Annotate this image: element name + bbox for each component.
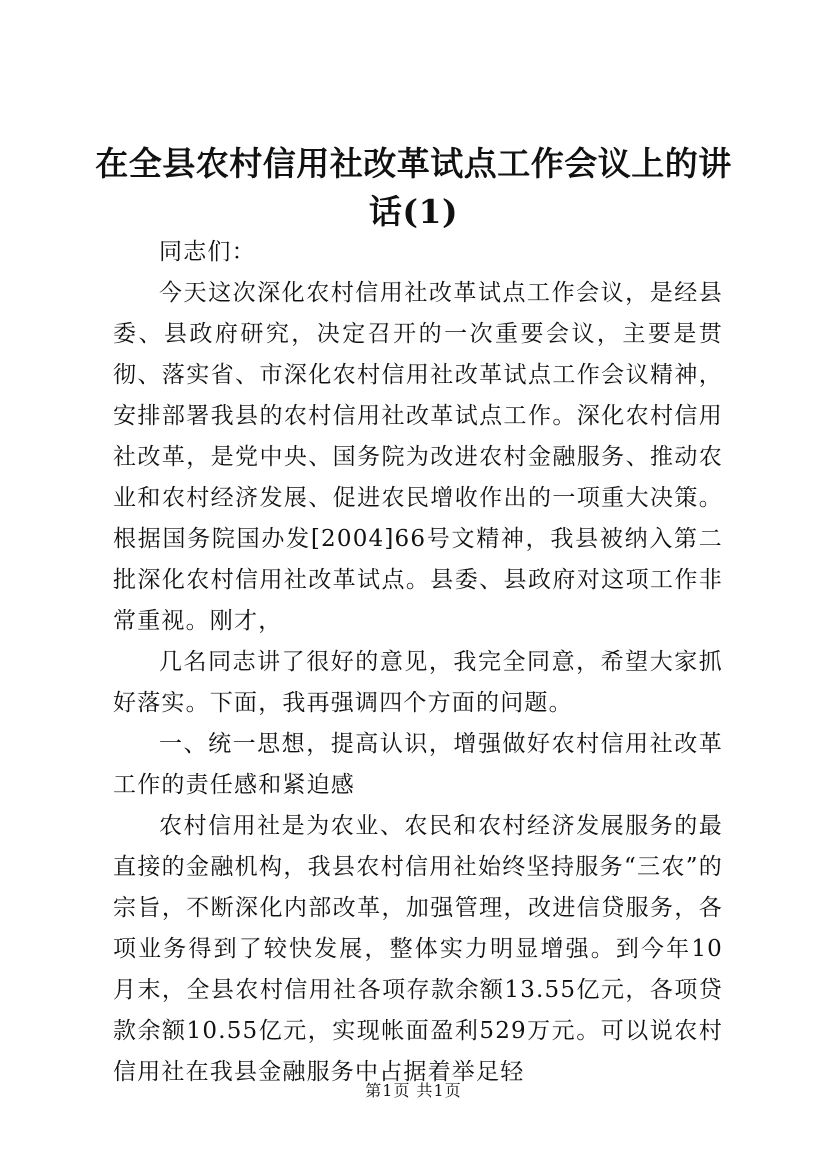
- page-number-footer: 第1页 共1页: [365, 1081, 462, 1100]
- paragraph-rural-credit: 农村信用社是为农业、农民和农村经济发展服务的最直接的金融机构，我县农村信用社始终坚持服务“三农”的宗旨，不断深化内部改革，加强管理，改进信贷服务，各项业务得到了较快发展，整体实力明显增强。到今年10月末，全县农村信用社各项存款余额13.55亿元，各项贷款余额10.55亿元，实现帐面盈利529万元。可以说农村信用社在我县金融服务中占据着举足轻: [113, 813, 723, 1085]
- document-body: [113, 232, 723, 1093]
- paragraph-agreement: 几名同志讲了很好的意见，我完全同意，希望大家抓好落实。下面，我再强调四个方面的问题。: [113, 649, 723, 716]
- document-title: 在全县农村信用社改革试点工作会议上的讲话(1): [95, 144, 732, 231]
- paragraph-intro: 今天这次深化农村信用社改革试点工作会议，是经县委、县政府研究，决定召开的一次重要会议，主要是贯彻、落实省、市深化农村信用社改革试点工作会议精神，安排部署我县的农村信用社改革试点工作。深化农村信用社改革，是党中央、国务院为改进农村金融服务、推动农业和农村经济发展、促进农民增收作出的一项重大决策。根据国务院国办发[2004]66号文精神，我县被纳入第二批深化农村信用社改革试点。县委、县政府对这项工作非常重视。刚才，: [113, 280, 723, 634]
- section-heading-1: 一、统一思想，提高认识，增强做好农村信用社改革工作的责任感和紧迫感: [113, 731, 723, 798]
- paragraph-salutation: 同志们：: [159, 239, 256, 265]
